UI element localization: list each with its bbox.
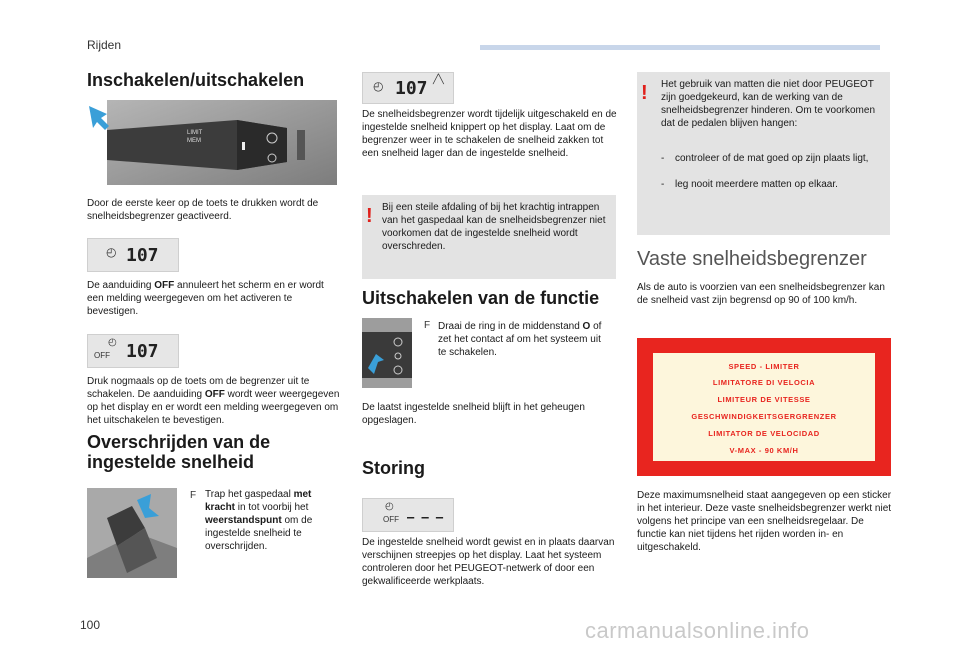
sticker-line: V-MAX - 90 KM/H [729,446,799,455]
watermark: carmanualsonline.info [585,618,810,643]
speedometer-icon: ◴ [385,501,394,512]
stalk-image [87,100,337,185]
stalk-label: LIMIT [187,130,203,136]
speed-limiter-sticker [637,338,891,476]
speedometer-icon: ◴ [373,79,384,93]
list-dash: - [661,153,665,164]
display-speed-value: 107 [126,245,159,266]
section-title-enable: Inschakelen/uitschakelen [87,70,305,90]
section-title-fault: Storing [362,458,425,478]
speedometer-icon: ◴ [108,337,117,348]
bullet-icon: F [190,490,197,501]
instruction-exceed: Trap het gaspedaal met kracht in tot voorbij het weerstandspunt om de ingestelde snelheid te overschrijden. [205,489,313,552]
warning-icon: ! [641,82,648,104]
pedal-image [87,488,177,578]
display-limiter-blinking [362,72,454,104]
sticker-line: LIMITEUR DE VITESSE [717,395,811,404]
page-number: 100 [80,618,101,632]
warning-box-descent [362,195,616,279]
paragraph-activate: Door de eerste keer op de toets te drukken wordt de snelheidsbegrenzer geactiveerd. [87,198,319,222]
stalk-sub-label: MEM [187,138,201,144]
paragraph-fault: De ingestelde snelheid wordt gewist en in plaats daarvan verschijnen streepjes op het display. Laat het systeem controleren door het PEUGEOT-netwerk of door een gekwalificeerde werkplaats. [362,537,615,587]
list-dash: - [661,179,665,190]
display-speed-value: 107 [126,341,159,362]
warning-icon: ! [366,205,373,227]
paragraph-fixed-limiter: Als de auto is voorzien van een snelheidsbegrenzer kan de snelheid vast zijn begrensd op 90 of 100 km/h. [637,282,885,306]
display-speed-value: 107 [395,78,428,99]
warning-text: Het gebruik van matten die niet door PEUGEOT zijn goedgekeurd, kan de werking van de snelheidsbegrenzer hinderen. Om te voorkomen dat de pedalen blijven hangen: [661,79,876,129]
sticker-line: SPEED - LIMITER [728,362,800,371]
paragraph-memory: De laatst ingestelde snelheid blijft in het geheugen opgeslagen. [362,402,585,426]
section-title-disable: Uitschakelen van de functie [362,288,600,308]
section-title-fixed-limiter: Vaste snelheidsbegrenzer [637,248,867,270]
header-bar [480,45,880,50]
section-label: Rijden [87,38,122,52]
instruction-disable: Draai de ring in de middenstand O of zet het contact af om het systeem uit te schakelen. [438,321,602,358]
warning-box-mats [637,72,890,235]
paragraph-disable: Druk nogmaals op de toets om de begrenzer uit te schakelen. De aanduiding OFF wordt weer weergegeven op het display en er wordt een melding weergegeven om het uitschakelen te bevestigen. [87,376,340,426]
display-fault [362,498,454,532]
blink-indicator-icon: ╱╲ [433,74,444,84]
display-off-label: OFF [383,515,399,524]
warning-list-item: controleer of de mat goed op zijn plaats ligt, [675,153,869,164]
sticker-panel [653,353,875,461]
bullet-icon: F [424,320,431,331]
display-dashes: – – – [407,510,444,524]
warning-text: Bij een steile afdaling of bij het krachtig intrappen van het gaspedaal kan de snelheidsbegrenzer niet voorkomen dat de ingestelde snelheid wordt overschreden. [382,202,606,252]
speedometer-icon: ◴ [106,245,117,259]
display-off-label: OFF [94,351,110,360]
section-title-exceed: Overschrijden van de ingestelde snelheid [87,432,271,472]
ring-image [362,318,412,388]
sticker-line: GESCHWINDIGKEITSGERGRENZER [691,412,837,421]
paragraph-off: De aanduiding OFF annuleert het scherm en er wordt een melding weergegeven om het activeren te bevestigen. [87,280,324,317]
warning-list-item: leg nooit meerdere matten op elkaar. [675,179,838,190]
sticker-line: LIMITATOR DE VELOCIDAD [708,429,820,438]
paragraph-temporary: De snelheidsbegrenzer wordt tijdelijk uitgeschakeld en de ingestelde snelheid knippert op het display. Laat om de begrenzer weer in te schakelen de snelheid zakken tot een snelheid lager dan de ingestelde snelheid. [362,109,617,159]
sticker-line: LIMITATORE DI VELOCIA [712,378,816,387]
display-limiter-off [87,334,179,368]
display-limiter [87,238,179,272]
paragraph-sticker: Deze maximumsnelheid staat aangegeven op een sticker in het interieur. Deze vaste snelheidsbegrenzer werkt niet volgens het principe van een snelheidsregelaar. De functie kan niet tijdens het rijden worden in- en uitgeschakeld. [637,490,892,553]
